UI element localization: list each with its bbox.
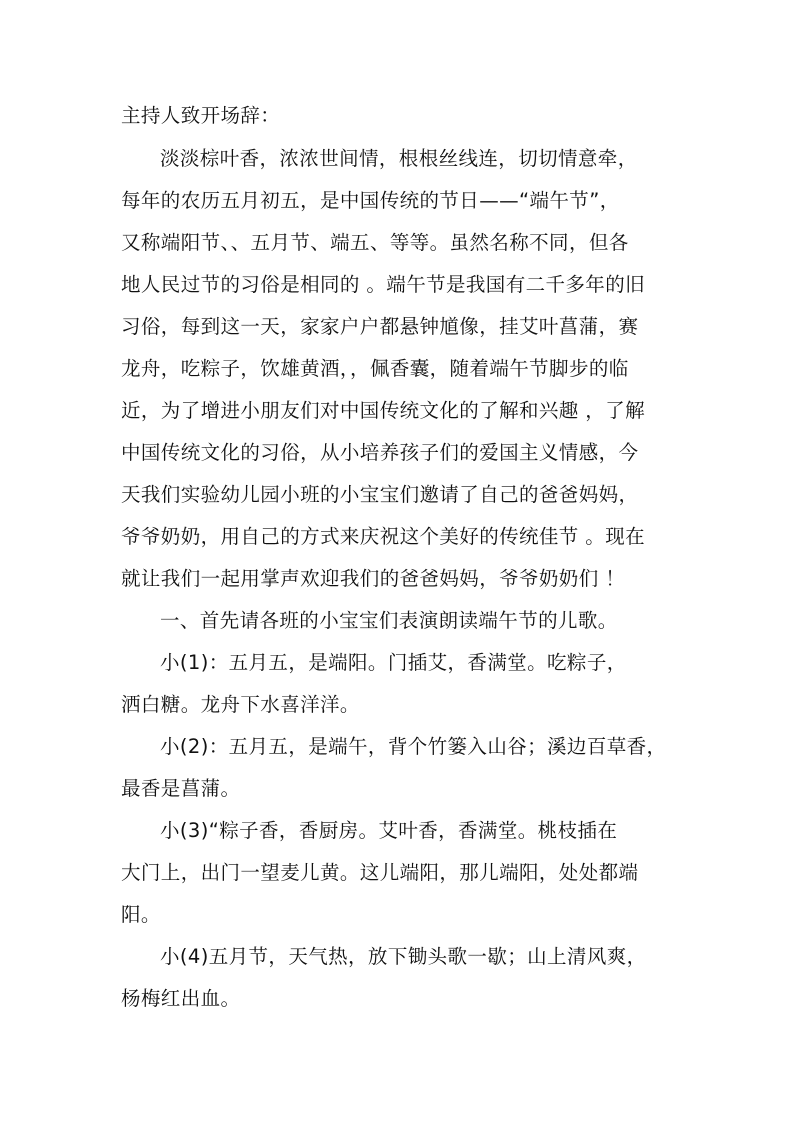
paragraph-line: 淡淡棕叶香，浓浓世间情，根根丝线连，切切情意牵，	[160, 147, 638, 170]
paragraph-line: 中国传统文化的习俗，从小培养孩子们的爱国主义情感，今	[121, 441, 639, 464]
song-line: 洒白糖。龙舟下水喜洋洋。	[121, 693, 360, 716]
song-line: 最香是菖蒲。	[121, 777, 241, 800]
paragraph-line: 龙舟，吃粽子，饮雄黄酒，，佩香囊，随着端午节脚步的临	[121, 357, 629, 380]
song-line: 小(3)“粽子香，香厨房。艾叶香，香满堂。桃枝插在	[160, 819, 618, 842]
song-line: 小(1)：五月五，是端阳。门插艾，香满堂。吃粽子，	[160, 651, 627, 674]
song-line: 阳。	[121, 903, 161, 926]
paragraph-line: 近，为了增进小朋友们对中国传统文化的了解和兴趣 ，了解	[121, 399, 645, 422]
paragraph-line: 习俗，每到这一天，家家户户都悬钟馗像，挂艾叶菖蒲，赛	[121, 315, 639, 338]
paragraph-line: 爷爷奶奶，用自己的方式来庆祝这个美好的传统佳节 。现在	[121, 525, 645, 548]
paragraph-line: 就让我们一起用掌声欢迎我们的爸爸妈妈，爷爷奶奶们 ！	[121, 567, 626, 590]
section-heading: 一、首先请各班的小宝宝们表演朗读端午节的儿歌。	[160, 609, 618, 632]
song-line: 杨梅红出血。	[121, 987, 241, 1010]
paragraph-line: 又称端阳节、、五月节、端五、等等。虽然名称不同，但各	[121, 231, 629, 254]
paragraph-line: 天我们实验幼儿园小班的小宝宝们邀请了自己的爸爸妈妈，	[121, 483, 639, 506]
song-line: 小(4)五月节，天气热，放下锄头歌一歇；山上清风爽，	[160, 945, 647, 968]
paragraph-line: 地人民过节的习俗是相同的 。端午节是我国有二千多年的旧	[121, 273, 645, 296]
opening-heading: 主持人致开场辞：	[121, 104, 281, 127]
song-line: 小(2)：五月五，是端午，背个竹篓入山谷；溪边百草香，	[160, 735, 667, 758]
paragraph-line: 每年的农历五月初五，是中国传统的节日——“端午节”，	[121, 189, 620, 212]
song-line: 大门上，出门一望麦儿黄。这儿端阳，那儿端阳，处处都端	[121, 861, 639, 884]
